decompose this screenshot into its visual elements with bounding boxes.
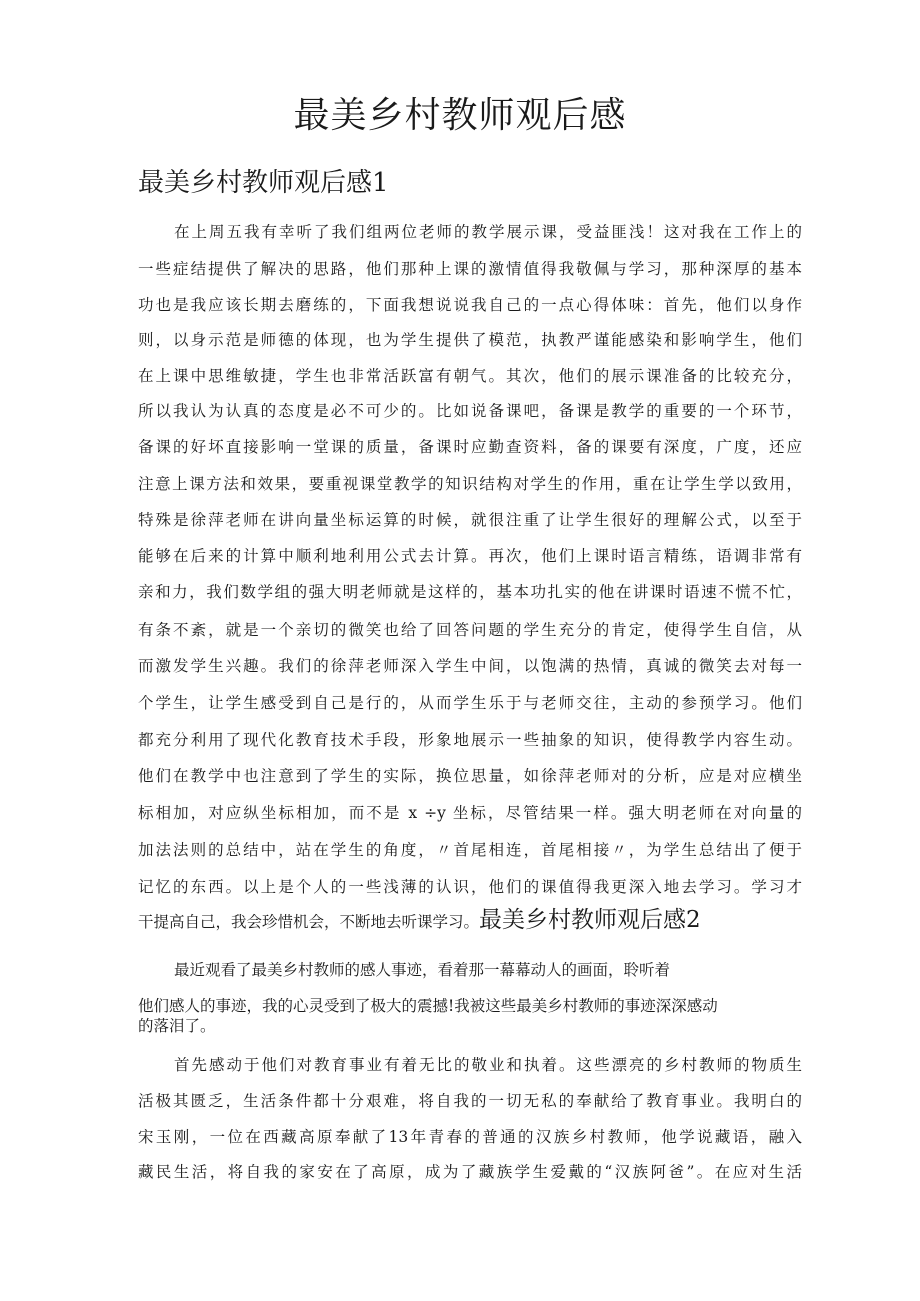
section-1-line: 所以我认为认真的态度是必不可少的。比如说备课吧，备课是教学的重要的一个环节， — [138, 402, 802, 420]
section-1-line: 亲和力，我们数学组的强大明老师就是这样的，基本功扎实的他在讲课时语速不慌不忙， — [138, 583, 802, 601]
section-1-line: 标相加，对应纵坐标相加，而不是 x ÷y 坐标，尽管结果一样。强大明老师在对向量的 — [138, 804, 802, 822]
section-1-line: 都充分利用了现代化教育技术手段，形象地展示一些抽象的知识，使得教学内容生动。 — [138, 731, 802, 749]
section-1-line: 在上周五我有幸听了我们组两位老师的教学展示课，受益匪浅！这对我在工作上的 — [174, 223, 802, 241]
section-1-line: 特殊是徐萍老师在讲向量坐标运算的时候，就很注重了让学生很好的理解公式，以至于 — [138, 511, 802, 529]
section-2-line: 活极其匮乏，生活条件都十分艰难，将自我的一切无私的奉献给了教育事业。我明白的 — [138, 1092, 802, 1110]
section-1-line: 一些症结提供了解决的思路，他们那种上课的激情值得我敬佩与学习，那种深厚的基本 — [138, 260, 802, 278]
section-2-line: 首先感动于他们对教育事业有着无比的敬业和执着。这些漂亮的乡村教师的物质生 — [174, 1056, 802, 1074]
section-2-line: 他们感人的事迹，我的心灵受到了极大的震撼!我被这些最美乡村教师的事迹深深感动 — [138, 997, 718, 1015]
section-2-line: 最近观看了最美乡村教师的感人事迹，看着那一幕幕动人的画面，聆听着 — [174, 961, 671, 979]
section-1-line: 加法法则的总结中，站在学生的角度，〃首尾相连，首尾相接〃，为学生总结出了便于 — [138, 841, 802, 859]
section-2-line: 藏民生活，将自我的家安在了高原，成为了藏族学生爱戴的“汉族阿爸”。在应对生活 — [138, 1163, 802, 1181]
section-1-heading: 最美乡村教师观后感1 — [138, 168, 389, 198]
section-2-heading: 最美乡村教师观后感2 — [479, 907, 701, 933]
section-2-line: 宋玉刚，一位在西藏高原奉献了13年青春的普通的汉族乡村教师，他学说藏语，融入 — [138, 1128, 802, 1146]
document-title: 最美乡村教师观后感 — [293, 95, 627, 136]
section-1-line: 干提高自己，我会珍惜机会，不断地去听课学习。最美乡村教师观后感2 — [138, 907, 701, 933]
section-1-line: 能够在后来的计算中顺利地利用公式去计算。再次，他们上课时语言精练，语调非常有 — [138, 547, 802, 565]
section-1-line: 而激发学生兴趣。我们的徐萍老师深入学生中间，以饱满的热情，真诚的微笑去对每一 — [138, 657, 802, 675]
section-1-line: 则，以身示范是师德的体现，也为学生提供了模范，执教严谨能感染和影响学生，他们 — [138, 331, 802, 349]
section-1-line: 功也是我应该长期去磨练的，下面我想说说我自己的一点心得体味：首先，他们以身作 — [138, 296, 802, 314]
section-2-line: 的落泪了。 — [138, 1017, 216, 1035]
section-1-line: 他们在教学中也注意到了学生的实际，换位思量，如徐萍老师对的分析，应是对应横坐 — [138, 767, 802, 785]
section-1-line: 记忆的东西。以上是个人的一些浅薄的认识，他们的课值得我更深入地去学习。学习才 — [138, 878, 802, 896]
section-1-line: 备课的好坏直接影响一堂课的质量，备课时应勤查资料，备的课要有深度，广度，还应 — [138, 438, 802, 456]
section-1-line: 有条不紊，就是一个亲切的微笑也给了回答问题的学生充分的肯定，使得学生自信，从 — [138, 621, 802, 639]
section-1-line: 在上课中思维敏捷，学生也非常活跃富有朝气。其次，他们的展示课准备的比较充分， — [138, 367, 802, 385]
section-1-line: 个学生，让学生感受到自己是行的，从而学生乐于与老师交往，主动的参预学习。他们 — [138, 694, 802, 712]
section-1-line: 注意上课方法和效果，要重视课堂教学的知识结构对学生的作用，重在让学生学以致用， — [138, 475, 802, 493]
